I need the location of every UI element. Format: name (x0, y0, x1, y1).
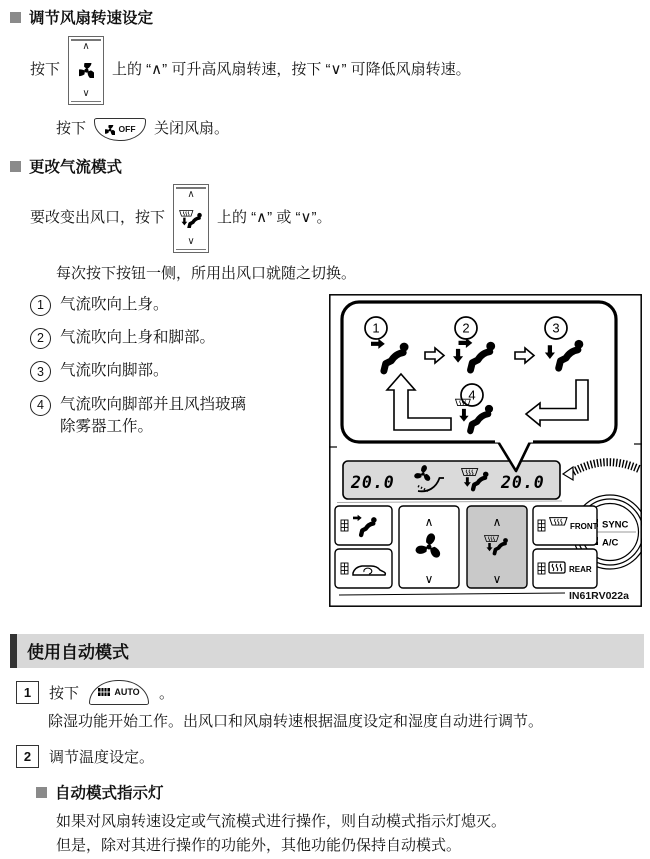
fan-speed-instruction-line (30, 36, 644, 105)
ac-button-label: A/C (602, 537, 619, 548)
fan-icon (79, 63, 94, 78)
grid-indicator-icon (98, 688, 110, 696)
list-item (30, 327, 330, 349)
rocker-up-label: ∧ (492, 514, 502, 529)
list-item-text: 气流吹向上身。 (60, 295, 169, 313)
instruction-post-text: 关闭风扇。 (154, 120, 230, 138)
airflow-list-and-figure (10, 294, 644, 612)
circled-number: 4 (30, 395, 51, 416)
climate-panel-figure (329, 294, 642, 607)
heading-fan-speed-label: 调节风扇转速设定 (29, 10, 154, 27)
square-bullet-icon (10, 161, 21, 172)
square-bullet-icon (10, 12, 21, 23)
instruction-pre-text: 按下 (56, 120, 87, 138)
rocker-down-label: ∨ (424, 571, 434, 586)
list-item (30, 394, 330, 439)
instruction-post-text: 上的 “∧” 或 “∨”。 (217, 209, 332, 227)
cycle-step-number: 1 (372, 320, 380, 335)
airflow-switch-note: 每次按下按钮一侧，所用出风口就随之切换。 (56, 265, 357, 282)
list-item-text: 气流吹向脚部并且风挡玻璃 除雾器工作。 (60, 395, 247, 436)
off-button-label: OFF (118, 124, 136, 135)
heading-fan-speed (10, 6, 644, 28)
front-button-label: FRONT (570, 521, 598, 531)
step-1-row (16, 680, 644, 705)
front-defrost-button (533, 506, 598, 545)
fan-off-instruction-line (56, 118, 644, 141)
figure-container (329, 294, 642, 607)
fan-speed-rocker-button (68, 36, 104, 105)
rear-defrost-button (533, 549, 597, 588)
instruction-pre-text: 按下 (30, 61, 61, 79)
list-item-text: 气流吹向上身和脚部。 (60, 328, 216, 346)
cycle-step-number: 2 (462, 320, 470, 335)
circled-number: 3 (30, 361, 51, 382)
instruction-post-text: 上的 “∧” 可升高风扇转速，按下 “∨” 可降低风扇转速。 (112, 61, 471, 79)
step-number-box: 2 (16, 745, 39, 768)
list-item (30, 360, 330, 382)
step-text: 调节温度设定。 (49, 749, 155, 766)
circled-number: 2 (30, 328, 51, 349)
rocker-down-label: ∨ (82, 88, 90, 99)
heading-airflow-mode-label: 更改气流模式 (29, 159, 123, 176)
airflow-mode-rocker-button (173, 184, 209, 253)
figure-caption: IN61RV022a (569, 589, 629, 602)
sync-button-label: SYNC (602, 519, 629, 530)
auto-indicator-paragraph (56, 810, 644, 859)
auto-button (89, 680, 149, 705)
section-header-auto-mode (10, 634, 644, 668)
section-title: 使用自动模式 (27, 643, 129, 662)
panel-display (343, 461, 560, 499)
rocker-up-label: ∧ (82, 41, 90, 52)
recirculation-button (335, 549, 392, 588)
step-text: 按下 (49, 684, 80, 702)
list-item (30, 294, 330, 316)
heading-auto-indicator (36, 781, 644, 803)
vent-mode-button (335, 506, 392, 545)
fan-rocker-button (399, 506, 459, 588)
rocker-up-label: ∧ (424, 514, 434, 529)
square-bullet-icon (36, 787, 47, 798)
rocker-down-label: ∨ (187, 236, 195, 247)
paragraph-line: 但是，除对其进行操作的功能外，其他功能仍保持自动模式。 (56, 837, 462, 855)
rocker-up-label: ∧ (187, 189, 195, 200)
fan-icon (105, 125, 115, 135)
cycle-step-number: 4 (468, 387, 476, 402)
heading-auto-indicator-label: 自动模式指示灯 (55, 785, 164, 802)
airflow-mode-icon (179, 210, 203, 228)
airflow-mode-list (30, 294, 330, 439)
step-1-description: 除湿功能开始工作。出风口和风扇转速根据温度设定和湿度自动进行调节。 (48, 712, 544, 730)
step-text: 。 (159, 684, 175, 702)
mode-rocker-button (467, 506, 527, 588)
list-item-text: 气流吹向脚部。 (60, 362, 169, 380)
rocker-down-label: ∨ (492, 571, 502, 586)
step-2-row (16, 745, 644, 768)
rear-button-label: REAR (569, 564, 592, 574)
paragraph-line: 如果对风扇转速设定或气流模式进行操作，则自动模式指示灯熄灭。 (56, 813, 507, 830)
step-number-box: 1 (16, 681, 39, 704)
airflow-instruction-line (30, 184, 644, 253)
cycle-step-number: 3 (552, 320, 560, 335)
circled-number: 1 (30, 295, 51, 316)
auto-button-label: AUTO (114, 687, 140, 697)
fan-off-button (94, 118, 146, 141)
right-temp-display: 20.0 (501, 472, 545, 492)
heading-airflow-mode (10, 155, 644, 177)
instruction-pre-text: 要改变出风口，按下 (30, 209, 166, 227)
left-temp-display: 20.0 (351, 472, 395, 492)
